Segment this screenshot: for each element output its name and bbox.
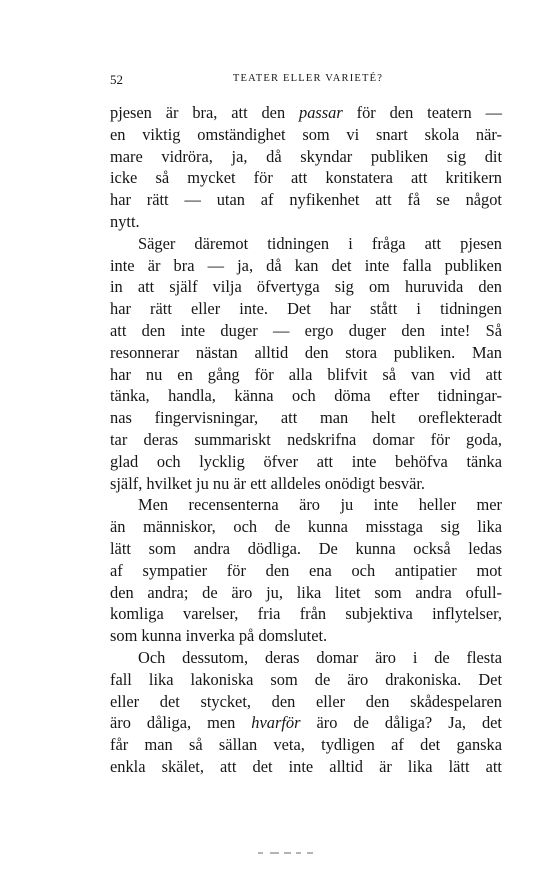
text-line-29: äro dåliga, men hvarför äro de dåliga? Ja, det (110, 713, 502, 733)
text-line-15: nas fingervisningar, att man helt oreflekteradt (110, 408, 502, 428)
page-number: 52 (110, 72, 123, 87)
text-line-02: en viktig omständighet som vi snart skola när- (110, 124, 502, 144)
text-line-30: får man så sällan veta, tydligen af det ganska (110, 735, 502, 755)
text-line-18: själf, hvilket ju nu är ett alldeles onödigt besvär. (110, 473, 425, 493)
italic-word-hvarfor: hvarför (251, 713, 301, 733)
text-line-05: har rätt — utan af nyfikenhet att få se något (110, 190, 502, 210)
text-line-24: komliga varelser, fria från subjektiva inflytelser, (110, 604, 502, 624)
text-line-21: lätt som andra dödliga. De kunna också ledas (110, 538, 502, 558)
text-line-22: af sympatier för den ena och antipatier mot (110, 560, 502, 580)
text-line-06: nytt. (110, 211, 140, 231)
text-line-31: enkla skälet, att det inte alltid är lika lätt att (110, 756, 502, 776)
text-line-25: som kunna inverka på domslutet. (110, 626, 328, 646)
text-line-20: än människor, och de kunna misstaga sig lika (110, 517, 502, 537)
text-line-11: att den inte duger — ergo duger den inte! Så (110, 320, 502, 340)
text-line-01: pjesen är bra, att den passar för den teatern — (110, 103, 502, 122)
print-smudge (258, 851, 318, 855)
text-line-03: mare vidröra, ja, då skyndar publiken sig dit (110, 146, 502, 166)
text-line-12: resonnerar nästan alltid den stora publiken. Man (110, 342, 502, 362)
text-line-07: Säger däremot tidningen i fråga att pjesen (138, 233, 502, 253)
text-line-19: Men recensenterna äro ju inte heller mer (138, 495, 502, 515)
running-head (110, 72, 506, 92)
italic-word-passar: passar (299, 103, 343, 122)
text-line-26: Och dessutom, deras domar äro i de flesta (138, 647, 502, 667)
running-title: TEATER ELLER VARIETÉ? (232, 73, 384, 84)
text-line-16: tar deras summariskt nedskrifna domar för goda, (110, 429, 502, 449)
text-line-17: glad och lycklig öfver att inte behöfva tänka (110, 451, 502, 471)
text-line-04: icke så mycket för att konstatera att kritikern (110, 168, 502, 188)
text-line-14: tänka, handla, känna och döma efter tidningar- (110, 386, 502, 406)
text-line-09: in att själf vilja öfvertyga sig om huruvida den (110, 277, 502, 297)
text-line-10: har rätt eller inte. Det har stått i tidningen (110, 299, 502, 319)
text-line-08: inte är bra — ja, då kan det inte falla publiken (110, 255, 502, 275)
text-line-23: den andra; de äro ju, lika litet som andra ofull- (110, 582, 502, 602)
text-line-28: eller det stycket, den eller den skådespelaren (110, 691, 502, 711)
text-line-27: fall lika lakoniska som de äro drakoniska. Det (110, 669, 502, 689)
text-line-13: har nu en gång för alla blifvit så van vid att (110, 364, 502, 384)
body-text (110, 102, 502, 778)
